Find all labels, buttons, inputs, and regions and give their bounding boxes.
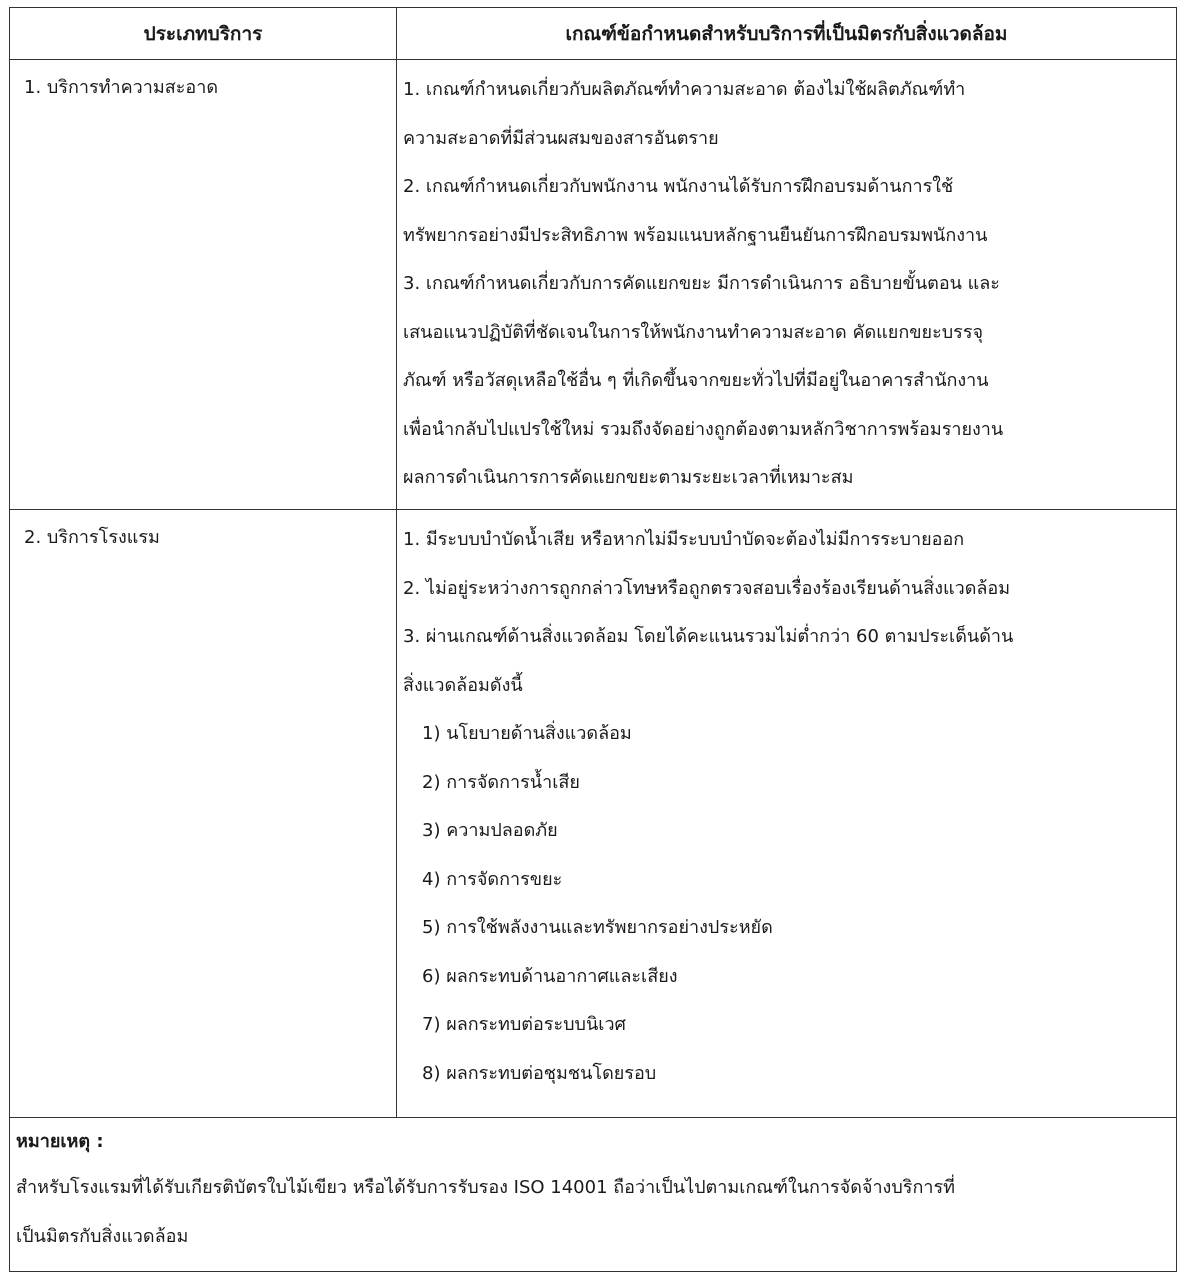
criteria-sub-item: 3) ความปลอดภัย (422, 820, 558, 841)
criteria-line: ทรัพยากรอย่างมีประสิทธิภาพ พร้อมแนบหลักฐานยืนยันการฝึกอบรมพนักงาน (403, 224, 988, 246)
criteria-sub-item: 2) การจัดการน้ำเสีย (422, 771, 580, 793)
note-cell (10, 1118, 1177, 1272)
criteria-cleaning (397, 60, 1177, 510)
criteria-line: เสนอแนวปฏิบัติที่ชัดเจนในการให้พนักงานทำความสะอาด คัดแยกขยะบรรจุ (403, 321, 984, 343)
criteria-line: เพื่อนำกลับไปแปรใช้ใหม่ รวมถึงจัดอย่างถูกต้องตามหลักวิชาการพร้อมรายงาน (403, 418, 1004, 440)
table-row (10, 60, 1177, 510)
criteria-sub-item: 1) นโยบายด้านสิ่งแวดล้อม (422, 723, 632, 744)
service-type-cleaning: 1. บริการทำความสะอาด (10, 60, 397, 510)
criteria-line: 2. ไม่อยู่ระหว่างการถูกกล่าวโทษหรือถูกตรวจสอบเรื่องร้องเรียนด้านสิ่งแวดล้อม (403, 577, 1011, 599)
note-text: สำหรับโรงแรมที่ได้รับเกียรติบัตรใบไม้เขียว หรือได้รับการรับรอง ISO 14001 ถือว่าเป็นไปตามเกณฑ์ในการจัดจ้างบริการที่ (16, 1177, 955, 1198)
criteria-sub-item: 7) ผลกระทบต่อระบบนิเวศ (422, 1014, 626, 1035)
criteria-hotel (397, 510, 1177, 1118)
note-row (10, 1118, 1177, 1272)
criteria-line: ภัณฑ์ หรือวัสดุเหลือใช้อื่น ๆ ที่เกิดขึ้นจากขยะทั่วไปที่มีอยู่ในอาคารสำนักงาน (403, 370, 989, 391)
criteria-line: 1. เกณฑ์กำหนดเกี่ยวกับผลิตภัณฑ์ทำความสะอาด ต้องไม่ใช้ผลิตภัณฑ์ทำ (403, 79, 966, 100)
note-title: หมายเหตุ : (16, 1131, 104, 1152)
criteria-sub-item: 6) ผลกระทบด้านอากาศและเสียง (422, 965, 678, 987)
criteria-line: 2. เกณฑ์กำหนดเกี่ยวกับพนักงาน พนักงานได้รับการฝึกอบรมด้านการใช้ (403, 176, 954, 197)
note-text: เป็นมิตรกับสิ่งแวดล้อม (16, 1225, 189, 1247)
table-header-row (10, 8, 1177, 60)
criteria-sub-item: 8) ผลกระทบต่อชุมชนโดยรอบ (422, 1062, 657, 1084)
criteria-line: สิ่งแวดล้อมดังนี้ (403, 674, 523, 696)
criteria-line: 1. มีระบบบำบัดน้ำเสีย หรือหากไม่มีระบบบำบัดจะต้องไม่มีการระบายออก (403, 529, 965, 550)
criteria-sub-item: 5) การใช้พลังงานและทรัพยากรอย่างประหยัด (422, 917, 773, 938)
criteria-line: 3. เกณฑ์กำหนดเกี่ยวกับการคัดแยกขยะ มีการดำเนินการ อธิบายขั้นตอน และ (403, 273, 1000, 294)
criteria-line: ผลการดำเนินการการคัดแยกขยะตามระยะเวลาที่เหมาะสม (403, 467, 854, 488)
table-row (10, 510, 1177, 1118)
header-criteria: เกณฑ์ข้อกำหนดสำหรับบริการที่เป็นมิตรกับสิ่งแวดล้อม (397, 8, 1177, 60)
criteria-line: ความสะอาดที่มีส่วนผสมของสารอันตราย (403, 127, 719, 149)
criteria-sub-item: 4) การจัดการขยะ (422, 868, 563, 890)
green-service-criteria-table (9, 7, 1177, 1272)
criteria-line: 3. ผ่านเกณฑ์ด้านสิ่งแวดล้อม โดยได้คะแนนรวมไม่ต่ำกว่า 60 ตามประเด็นด้าน (403, 626, 1014, 647)
service-type-hotel: 2. บริการโรงแรม (10, 510, 397, 1118)
header-service-type: ประเภทบริการ (10, 8, 397, 60)
